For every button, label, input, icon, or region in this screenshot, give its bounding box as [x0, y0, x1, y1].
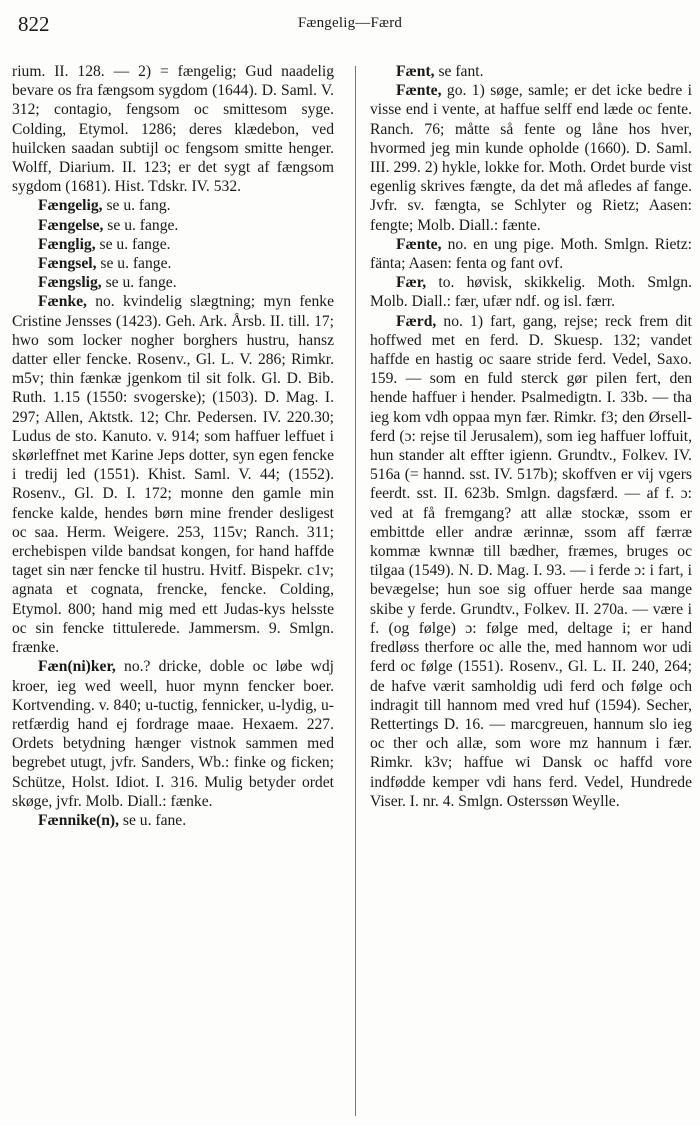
entry-text: se u. fange. — [95, 235, 171, 253]
entry-headword: Fængelse, — [38, 216, 104, 234]
dictionary-entry — [12, 235, 334, 254]
entry-text: se u. fange. — [96, 255, 172, 273]
entry-text: no. 1) fart, gang, rejse; reck frem dit hoffwed met en ferd. D. Skuesp. 132; vandet haffde en hastig oc saare stride ferd. Vedel, Saxo. 159. — som en fuld sterck gør pilen fert, den hende haffuer i hender. Psalmedigtn. I. 33b. — tha ieg kom vdh oppaa myn fær. Rimkr. f3; den Ørsell-ferd (ɔ: rejse til Jerusalem), som ieg haffuer loffuit, hun stander alt effter igienn. Grundtv., Folkev. IV. 516a (= hannd. sst. IV. 517b); skoffven er vij vgers feerdt. sst. II. 623b. Smlgn. dagsfærd. — af f. ɔ: ved at få fremgang? att allæ stockæ, ssom er embittde eller andræ ærinnæ, ssom aff færræ kommæ kwnnæ till bædher, fræmes, bruges oc tilgaa (1549). N. D. Mag. I. 93. — i ferde ɔ: i fart, i bevægelse; hun soe sig offuer herde saa mange skibe y ferde. Grundtv., Folkev. II. 270a. — være i f. (og følge) ɔ: følge med, deltage i; er hand fredløss therfore oc alle the, med hannom wor udi ferd oc følge (1551). Rosenv., Gl. L. II. 240, 264; de hafve værit samholdig udi ferd och følge och indragit till hannom med vred huf (1594). Secher, Rettertings D. 16. — marcgreuen, hannum slo ieg oc ther och allæ, som wore mz hannum i fær. Rimkr. k3v; haffue wi Dansk oc haffd vore indfødde kemper vdi hans ferd. Vedel, Hundrede Viser. I. nr. 4. Smlgn. Osterssøn Weylle. — [370, 312, 692, 810]
entry-headword: Fænke, — [38, 293, 87, 311]
entry-text: se u. fange. — [101, 274, 177, 292]
entry-text: se u. fang. — [102, 197, 171, 215]
entry-text: to. høvisk, skikkelig. Moth. Smlgn. Molb. Diall.: fær, ufær ndf. og isl. færr. — [370, 274, 692, 311]
entry-text: se u. fane. — [119, 811, 187, 829]
dictionary-entry — [370, 273, 692, 311]
running-head: Fængelig—Færd — [297, 15, 403, 31]
dictionary-entry — [12, 273, 334, 292]
dictionary-entry — [12, 62, 334, 196]
dictionary-entry — [370, 62, 692, 81]
entry-headword: Færd, — [396, 312, 437, 330]
entry-text: no. kvindelig slægtning; myn fenke Cristine Jensses (1423). Geh. Ark. Årsb. II. till. 17; hwo som locker nogher borghers hustru, hansz datter eller fencke. Rosenv., Gl. L. V. 286; Rimkr. m5v; thin fænkæ jgenkom til sit folk. Gl. D. Bib. Ruth. 1.15 (1550: svogerske); (1503). D. Mag. I. 297; Allen, Aktstk. 12; Chr. Pedersen. IV. 220.30; Ludus de sto. Kanuto. v. 914; som haffuer leffuet i skørleffnet met Karine Jeps dotter, syn egen fencke i tredij led (1551). Khist. Saml. V. 44; (1552). Rosenv., Gl. D. I. 172; monne den gamle min fencke kalde, hendes børn mine frender desligest oc saa. Herm. Weigere. 253, 115v; Ranch. 311; erchebispen vilde bandsat kongen, for hand haffde taget sin nær fencke til hustru. Hvitf. Bispekr. c1v; agnata et cognata, frencke, fencke. Colding, Etymol. 800; hand mig med ett Judas-kys helsste oc sin fencke tittulerede. Jammersm. 9. Smlgn. frænke. — [12, 293, 334, 657]
dictionary-entry — [12, 292, 334, 657]
left-column — [12, 62, 334, 830]
entry-text: go. 1) søge, samle; er det icke bedre i visse end i vente, at haffue selff end læde oc fente. Ranch. 76; måtte så fente og låne hos hver, hvormed jeg min kunde opholde (1660). D. Saml. III. 299. 2) hykle, lokke for. Moth. Ordet burde vist egenlig skrives fængte, da det må afledes af fange. Jvfr. sv. fængta, se Schlyter og Rietz; Aasen: fengte; Molb. Diall.: fænte. — [370, 82, 692, 234]
entry-headword: Fæn(ni)ker, — [38, 658, 116, 676]
entry-headword: Fængslig, — [38, 274, 102, 292]
entry-text: rium. II. 128. — 2) = fængelig; Gud naadelig bevare os fra fængsom sygdom (1644). D. Saml. V. 312; contagio, fengsom oc smittesom syge. Colding, Etymol. 1286; deres klædebon, ved huilcken saadan subtijl oc fengsom smitte henger. Wolff, Diarium. II. 123; er det sygt af fængsom sygdom (1681). Hist. Tdskr. IV. 532. — [12, 63, 334, 196]
dictionary-entry — [12, 216, 334, 235]
entry-headword: Fængelig, — [38, 197, 103, 215]
entry-text: se fant. — [434, 63, 484, 80]
dictionary-entry — [370, 312, 692, 811]
page-header — [18, 10, 682, 40]
right-column — [370, 62, 692, 811]
entry-headword: Fænte, — [396, 82, 442, 100]
entry-text: se u. fange. — [103, 216, 179, 234]
entry-headword: Fær, — [396, 274, 427, 292]
column-divider — [355, 66, 356, 1116]
page-number: 822 — [18, 12, 50, 36]
entry-text: no. en ung pige. Moth. Smlgn. Rietz: fänta; Aasen: fenta og fant ovf. — [370, 235, 692, 273]
entry-headword: Fænt, — [396, 63, 435, 80]
dictionary-entry — [12, 196, 334, 215]
entry-headword: Fænglig, — [38, 235, 96, 253]
entry-headword: Fænnike(n), — [38, 811, 120, 829]
dictionary-entry — [370, 81, 692, 235]
dictionary-entry — [12, 657, 334, 811]
dictionary-entry — [12, 811, 334, 830]
dictionary-entry — [12, 254, 334, 273]
dictionary-entry — [370, 235, 692, 273]
entry-headword: Fænte, — [396, 235, 442, 253]
entry-text: no.? dricke, doble oc løbe wdj kroer, ieg wed weell, huor mynn fencker boer. Kortvending. v. 840; u-tuctig, fennicker, u-lydig, u-retfærdig hand ej fordrage maae. Hexaem. 227. Ordets betydning hænger vistnok sammen med begrebet utugt, jvfr. Sanders, Wb.: finke og ficken; Schütze, Holst. Idiot. I. 316. Mulig betyder ordet skøge, jvfr. Molb. Diall.: fænke. — [12, 658, 334, 810]
entry-headword: Fængsel, — [38, 255, 97, 273]
